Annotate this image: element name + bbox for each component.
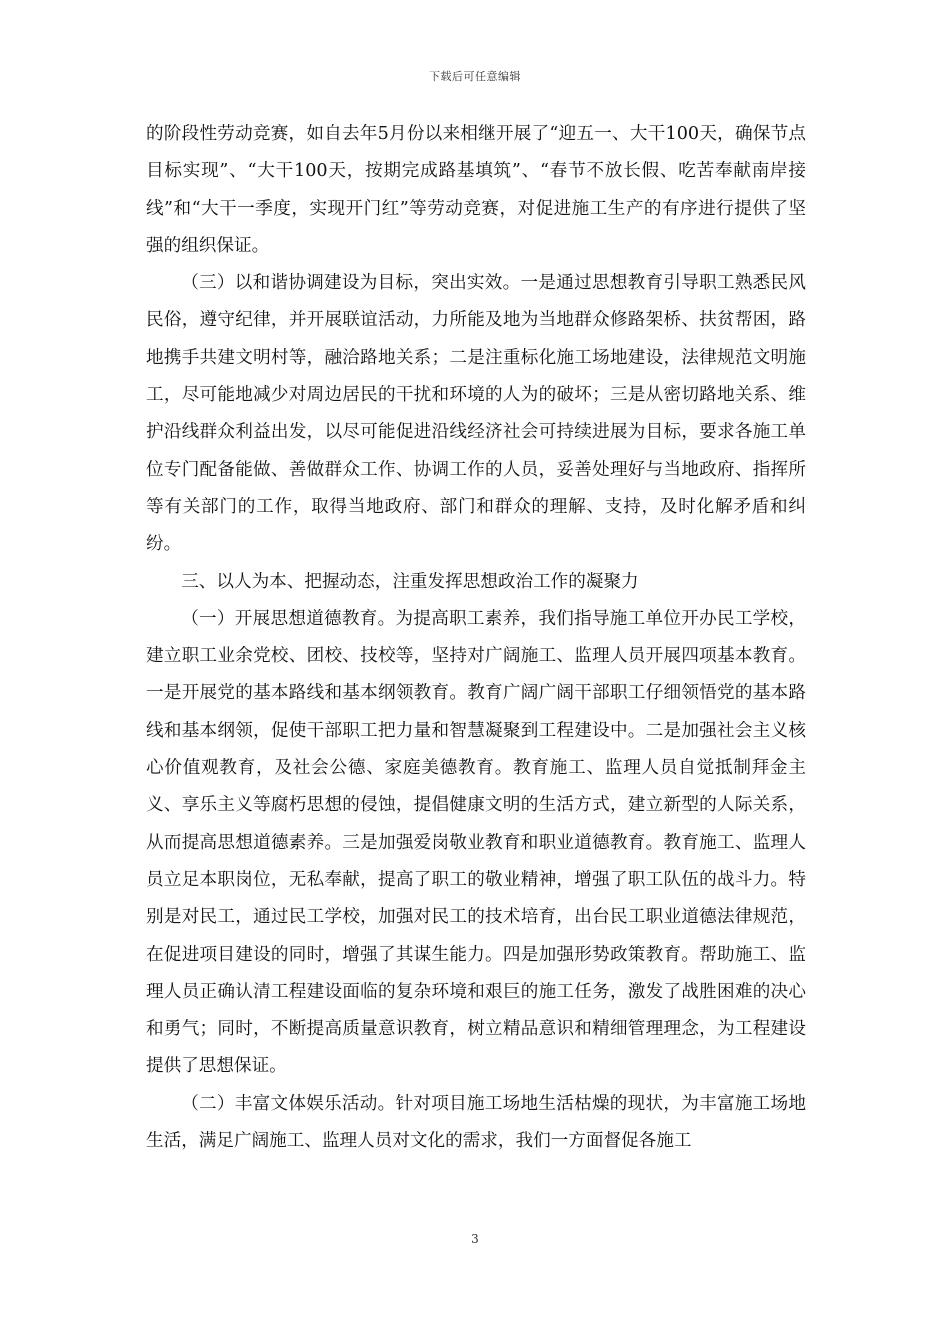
section-heading-three: 三、以人为本、把握动态，注重发挥思想政治工作的凝聚力 <box>181 571 639 592</box>
page-header: 下载后可任意编辑 <box>429 70 521 83</box>
paragraph-cultural-activities: （二）丰富文体娱乐活动。针对项目施工场地生活枯燥的现状，为丰富施工场地生活，满足广阔施工、监理人员对文化的需求，我们一方面督促各施工 <box>146 1093 806 1152</box>
paragraph-harmony-construction: （三）以和谐协调建设为目标，突出实效。一是通过思想教育引导职工熟悉民风民俗，遵守纪律，并开展联谊活动，力所能及地为当地群众修路架桥、扶贫帮困，路地携手共建文明村等，融洽路地关系；二是注重标化施工场地建设，法律规范文明施工，尽可能地减少对周边居民的干扰和环境的人为的破坏；三是从密切路地关系、维护沿线群众利益出发，以尽可能促进沿线经济社会可持续进展为目标，要求各施工单位专门配备能做、善做群众工作、协调工作的人员，妥善处理好与当地政府、指挥所等有关部门的工作，取得当地政府、部门和群众的理解、支持，及时化解矛盾和纠纷。 <box>146 273 806 555</box>
document-body <box>146 116 806 1160</box>
paragraph-continuation: 的阶段性劳动竞赛，如自去年5月份以来相继开展了“迎五一、大干100天，确保节点目标实现”、“大干100天，按期完成路基填筑”、“春节不放长假、吃苦奉献南岸接线”和“大干一季度，实现开门红”等劳动竞赛，对促进施工生产的有序进行提供了坚强的组织保证。 <box>146 124 806 256</box>
page-number: 3 <box>471 1232 479 1246</box>
paragraph-moral-education: （一）开展思想道德教育。为提高职工素养，我们指导施工单位开办民工学校，建立职工业余党校、团校、技校等，坚持对广阔施工、监理人员开展四项基本教育。一是开展党的基本路线和基本纲领教育。教育广阔广阔干部职工仔细领悟党的基本路线和基本纲领，促使干部职工把力量和智慧凝聚到工程建设中。二是加强社会主义核心价值观教育，及社会公德、家庭美德教育。教育施工、监理人员自觉抵制拜金主义、享乐主义等腐朽思想的侵蚀，提倡健康文明的生活方式，建立新型的人际关系，从而提高思想道德素养。三是加强爱岗敬业教育和职业道德教育。教育施工、监理人员立足本职岗位，无私奉献，提高了职工的敬业精神，增强了职工队伍的战斗力。特别是对民工，通过民工学校，加强对民工的技术培育，出台民工职业道德法律规范，在促进项目建设的同时，增强了其谋生能力。四是加强形势政策教育。帮助施工、监理人员正确认清工程建设面临的复杂环境和艰巨的施工任务，激发了战胜困难的决心和勇气；同时，不断提高质量意识教育，树立精品意识和精细管理理念，为工程建设提供了思想保证。 <box>146 608 806 1077</box>
